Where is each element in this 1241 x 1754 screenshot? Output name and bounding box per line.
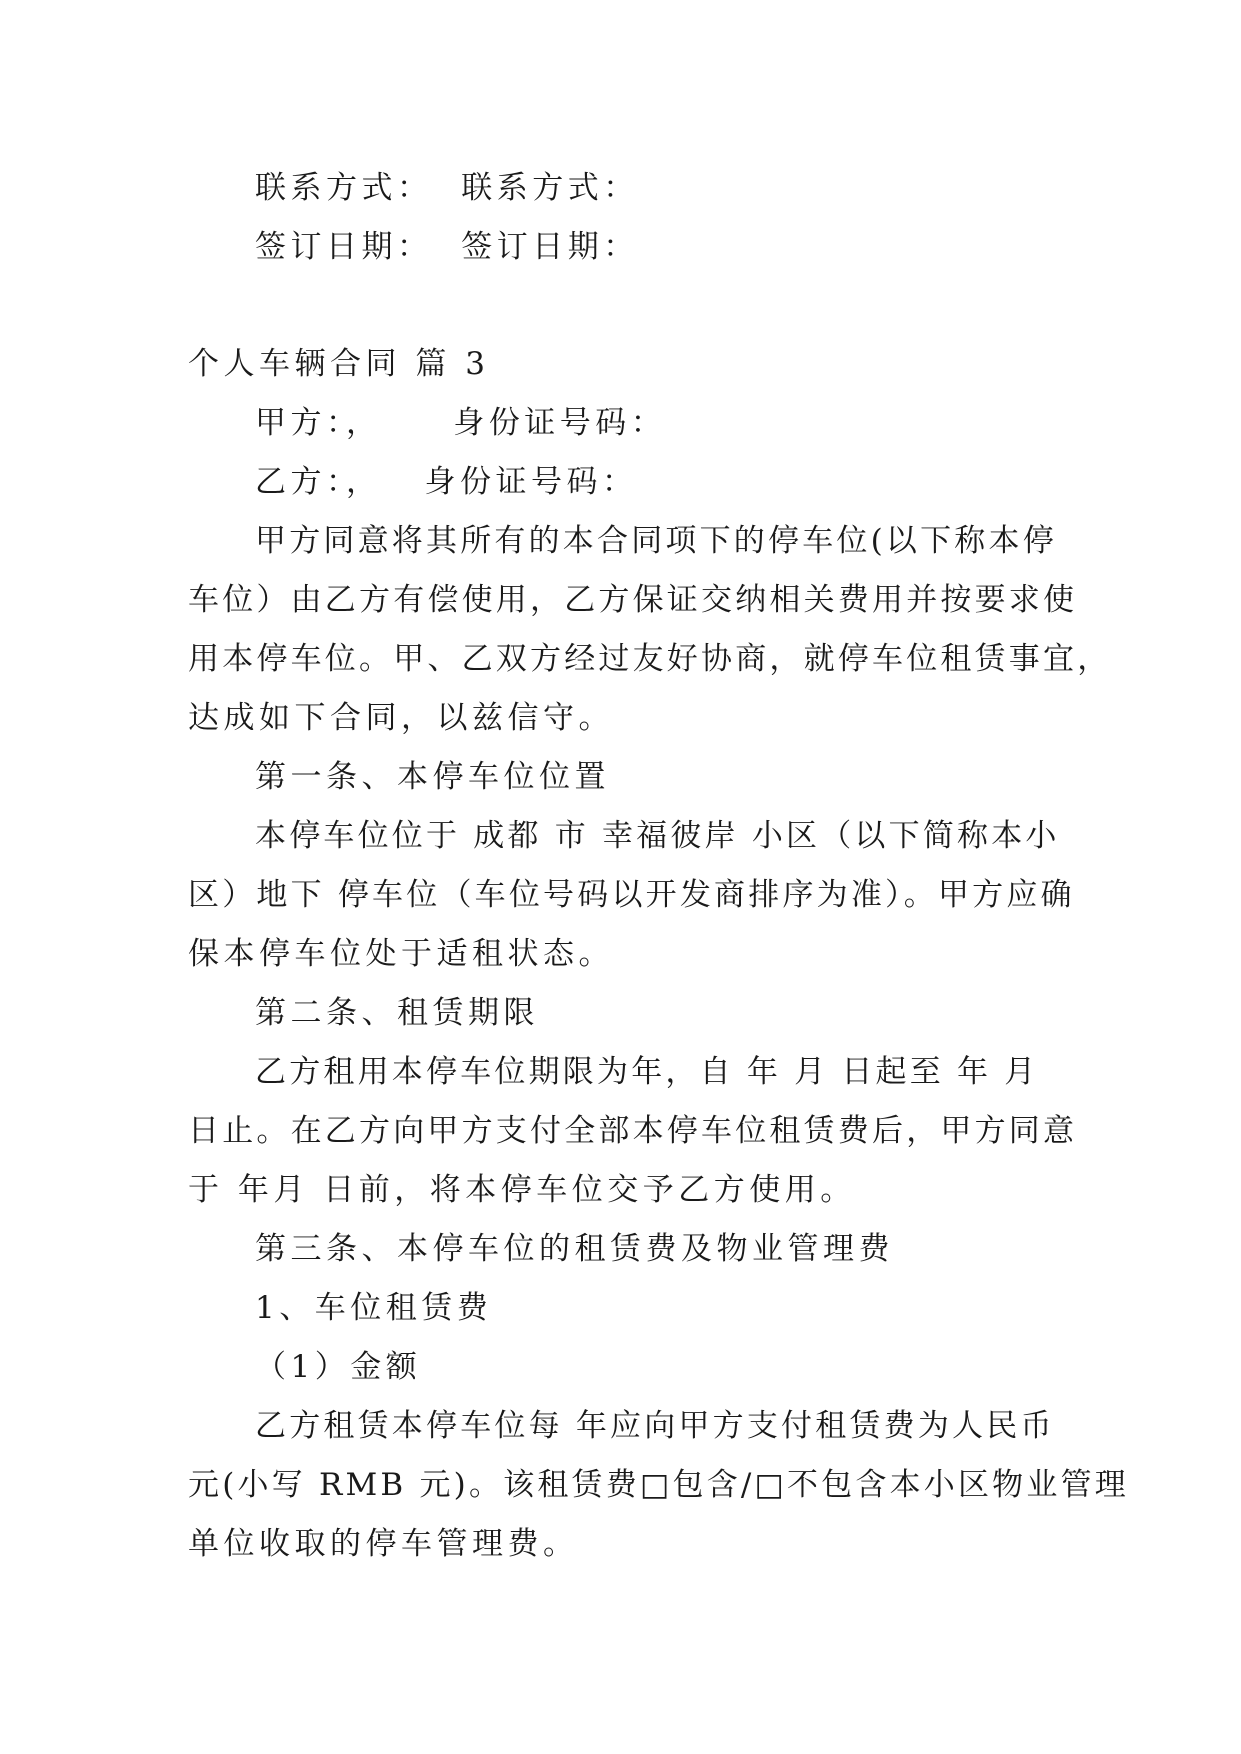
paragraph-line: 保本停车位处于适租状态。 — [188, 936, 614, 972]
paragraph-line: 区）地下 停车位（车位号码以开发商排序为准）。甲方应确 — [188, 877, 1075, 913]
paragraph-line: 车位）由乙方有偿使用，乙方保证交纳相关费用并按要求使 — [188, 582, 1078, 618]
section-title: 个人车辆合同 篇 3 — [188, 346, 490, 382]
paragraph-line: 乙方租用本停车位期限为年，自 年 月 日起至 年 月 — [255, 1054, 1039, 1090]
party-a-line: 甲方：， 身份证号码： — [255, 405, 667, 441]
subheading: （1）金额 — [255, 1349, 422, 1385]
party-b-line: 乙方：， 身份证号码： — [255, 464, 638, 500]
article-heading: 第二条、租赁期限 — [255, 995, 539, 1031]
paragraph-line: 甲方同意将其所有的本合同项下的停车位(以下称本停 — [255, 523, 1057, 559]
paragraph-line: 用本停车位。甲、乙双方经过友好协商，就停车位租赁事宜， — [188, 641, 1112, 677]
sign-date-line: 签订日期： 签订日期： — [255, 229, 639, 265]
article-heading: 第一条、本停车位位置 — [255, 759, 610, 795]
paragraph-line: 日止。在乙方向甲方支付全部本停车位租赁费后，甲方同意 — [188, 1113, 1078, 1149]
paragraph-line: 于 年月 日前，将本停车位交予乙方使用。 — [188, 1172, 856, 1208]
contact-line: 联系方式： 联系方式： — [255, 170, 639, 206]
paragraph-line: 达成如下合同，以兹信守。 — [188, 700, 614, 736]
subheading: 1、车位租赁费 — [255, 1290, 493, 1326]
paragraph-line: 元(小写 RMB 元)。该租赁费□包含/□不包含本小区物业管理 — [188, 1467, 1129, 1503]
article-heading: 第三条、本停车位的租赁费及物业管理费 — [255, 1231, 894, 1267]
paragraph-line: 单位收取的停车管理费。 — [188, 1526, 579, 1562]
paragraph-line: 乙方租赁本停车位每 年应向甲方支付租赁费为人民币 — [255, 1408, 1055, 1444]
paragraph-line: 本停车位位于 成都 市 幸福彼岸 小区（以下简称本小 — [255, 818, 1060, 854]
